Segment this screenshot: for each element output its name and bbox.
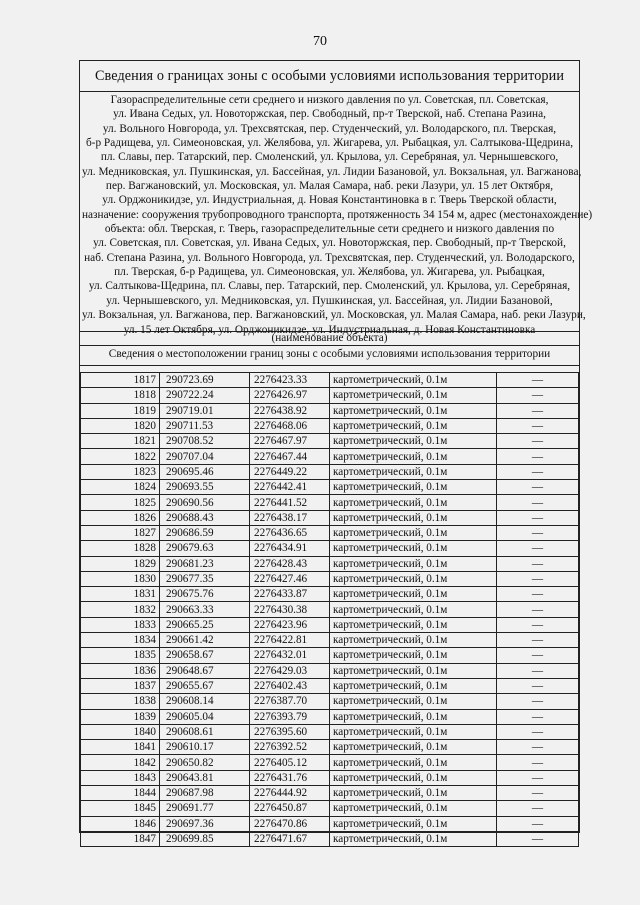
point-number: 1827 [81,525,160,540]
coord-y: 2276432.01 [250,648,330,663]
coord-y: 2276467.44 [250,449,330,464]
coord-x: 290610.17 [160,740,250,755]
method-accuracy: картометрический, 0.1м [330,418,497,433]
coord-x: 290655.67 [160,678,250,693]
table-row [81,434,579,449]
point-number: 1828 [81,541,160,556]
table-row [81,740,579,755]
coord-y: 2276438.17 [250,510,330,525]
method-accuracy: картометрический, 0.1м [330,755,497,770]
description-cell: — [497,434,579,449]
description-line: пл. Славы, пер. Татарский, пер. Смоленский, ул. Крылова, ул. Серебряная, ул. Чернышевского, [100,151,559,164]
point-number: 1818 [81,388,160,403]
object-name-label: (наименование объекта) [80,332,579,346]
description-cell: — [497,724,579,739]
method-accuracy: картометрический, 0.1м [330,602,497,617]
coord-x: 290691.77 [160,801,250,816]
coord-y: 2276429.03 [250,663,330,678]
coord-y: 2276405.12 [250,755,330,770]
description-line: Газораспределительные сети среднего и низкого давления по ул. Советская, пл. Советская, [110,94,549,106]
point-number: 1842 [81,755,160,770]
point-number: 1837 [81,678,160,693]
description-line: ул. Советская, пл. Советская, ул. Ивана Седых, ул. Новоторжская, пер. Свободный, пр-т Тверской, [93,237,566,250]
method-accuracy: картометрический, 0.1м [330,648,497,663]
description-line: назначение: сооружения трубопроводного транспорта, протяженность 34 154 м, адрес (местонахождение) [82,208,593,221]
coord-x: 290686.59 [160,525,250,540]
document-frame [79,60,593,846]
method-accuracy: картометрический, 0.1м [330,663,497,678]
table-row [81,663,579,678]
coord-x: 290658.67 [160,648,250,663]
section-label: Сведения о местоположении границ зоны с особыми условиями использования территории [80,346,579,366]
description-line: пер. Вагжановский, ул. Московская, ул. Малая Самара, наб. реки Лазури, ул. 15 лет Октября, [105,180,554,193]
method-accuracy: картометрический, 0.1м [330,403,497,418]
point-number: 1844 [81,786,160,801]
method-accuracy: картометрический, 0.1м [330,495,497,510]
method-accuracy: картометрический, 0.1м [330,480,497,495]
description-line: пл. Тверская, б-р Радищева, ул. Симеоновская, ул. Желябова, ул. Жигарева, ул. Рыбацкая, [114,266,545,279]
coord-y: 2276468.06 [250,418,330,433]
point-number: 1823 [81,464,160,479]
method-accuracy: картометрический, 0.1м [330,633,497,648]
coord-y: 2276444.92 [250,786,330,801]
description-cell: — [497,587,579,602]
coord-y: 2276434.91 [250,541,330,556]
description-line: ул. Орджоникидзе, ул. Индустриальная, д. Новая Константиновка в г. Тверь Тверской области, [102,194,557,207]
description-line: наб. Степана Разина, ул. Вольного Новгорода, ул. Трехсвятская, пер. Студенческий, ул. Володарского, [84,251,575,264]
point-number: 1839 [81,709,160,724]
coord-y: 2276423.96 [250,617,330,632]
coord-y: 2276438.92 [250,403,330,418]
description-line: ул. Ивана Седых, ул. Новоторжская, пер. Свободный, пр-т Тверской, наб. Степана Разина, [113,108,546,121]
point-number: 1819 [81,403,160,418]
point-number: 1846 [81,816,160,831]
description-cell: — [497,740,579,755]
coord-y: 2276387.70 [250,694,330,709]
table-row [81,678,579,693]
coord-y: 2276471.67 [250,831,330,846]
coord-y: 2276449.22 [250,464,330,479]
point-number: 1820 [81,418,160,433]
point-number: 1843 [81,770,160,785]
point-number: 1825 [81,495,160,510]
table-row [81,648,579,663]
description-cell: — [497,663,579,678]
coord-x: 290695.46 [160,464,250,479]
table-row [81,816,579,831]
coord-x: 290675.76 [160,587,250,602]
point-number: 1824 [81,480,160,495]
method-accuracy: картометрический, 0.1м [330,617,497,632]
method-accuracy: картометрический, 0.1м [330,724,497,739]
coord-y: 2276470.86 [250,816,330,831]
coord-x: 290661.42 [160,633,250,648]
description-cell: — [497,418,579,433]
description-line: ул. Вокзальная, ул. Вагжанова, пер. Вагжановский, ул. Московская, ул. Малая Самара, наб. реки Лазури, [82,309,586,322]
description-line: ул. 15 лет Октября, ул. Орджоникидзе, ул. Индустриальная, д. Новая Константиновка [123,323,536,336]
coord-x: 290722.24 [160,388,250,403]
point-number: 1840 [81,724,160,739]
coord-x: 290677.35 [160,571,250,586]
table-row [81,694,579,709]
table-row [81,801,579,816]
description-line: б-р Радищева, ул. Симеоновская, ул. Желябова, ул. Жигарева, ул. Рыбацкая, ул. Салтыкова-Щедрина, [85,137,574,150]
point-number: 1835 [81,648,160,663]
point-number: 1832 [81,602,160,617]
method-accuracy: картометрический, 0.1м [330,801,497,816]
coord-x: 290699.85 [160,831,250,846]
table-row [81,403,579,418]
coord-y: 2276467.97 [250,434,330,449]
point-number: 1836 [81,663,160,678]
description-cell: — [497,541,579,556]
point-number: 1847 [81,831,160,846]
table-row [81,709,579,724]
coord-x: 290643.81 [160,770,250,785]
method-accuracy: картометрический, 0.1м [330,434,497,449]
description-cell: — [497,556,579,571]
table-row [81,449,579,464]
description-cell: — [497,571,579,586]
method-accuracy: картометрический, 0.1м [330,786,497,801]
description-cell: — [497,694,579,709]
description-line: ул. Чернышевского, ул. Медниковская, ул. Пушкинская, ул. Бассейная, ул. Лидии Базановой, [106,294,553,307]
method-accuracy: картометрический, 0.1м [330,587,497,602]
table-row [81,770,579,785]
description-cell: — [497,373,579,388]
description-cell: — [497,449,579,464]
description-cell: — [497,816,579,831]
description-cell: — [497,831,579,846]
description-line: объекта: обл. Тверская, г. Тверь, газораспределительные сети среднего и низкого давления по [104,223,555,236]
table-row [81,617,579,632]
coord-x: 290681.23 [160,556,250,571]
coord-x: 290605.04 [160,709,250,724]
table-row [81,724,579,739]
description-cell: — [497,709,579,724]
coord-x: 290693.55 [160,480,250,495]
table-row [81,418,579,433]
coord-y: 2276422.81 [250,633,330,648]
table-row [81,464,579,479]
point-number: 1831 [81,587,160,602]
description-cell: — [497,755,579,770]
method-accuracy: картометрический, 0.1м [330,740,497,755]
description-cell: — [497,633,579,648]
method-accuracy: картометрический, 0.1м [330,831,497,846]
description-cell: — [497,403,579,418]
coord-x: 290711.53 [160,418,250,433]
table-row [81,755,579,770]
description-cell: — [497,786,579,801]
coord-y: 2276436.65 [250,525,330,540]
point-number: 1822 [81,449,160,464]
table-row [81,480,579,495]
description-cell: — [497,801,579,816]
description-cell: — [497,648,579,663]
table-row [81,495,579,510]
description-cell: — [497,464,579,479]
table-row [81,373,579,388]
coord-x: 290679.63 [160,541,250,556]
description-cell: — [497,480,579,495]
coord-y: 2276402.43 [250,678,330,693]
coord-x: 290708.52 [160,434,250,449]
table-row [81,633,579,648]
point-number: 1817 [81,373,160,388]
table-row [81,786,579,801]
description-line: ул. Вольного Новгорода, ул. Трехсвятская, пер. Студенческий, ул. Володарского, пл. Тверская, [102,122,557,135]
table-row [81,510,579,525]
method-accuracy: картометрический, 0.1м [330,464,497,479]
description-cell: — [497,678,579,693]
coord-x: 290608.14 [160,694,250,709]
coord-x: 290665.25 [160,617,250,632]
table-row [81,525,579,540]
coord-x: 290663.33 [160,602,250,617]
method-accuracy: картометрический, 0.1м [330,709,497,724]
coord-y: 2276427.46 [250,571,330,586]
description-line: ул. Салтыкова-Щедрина, пл. Славы, пер. Татарский, пер. Смоленский, ул. Крылова, ул. Серебряная, [88,280,571,293]
point-number: 1845 [81,801,160,816]
description-cell: — [497,602,579,617]
method-accuracy: картометрический, 0.1м [330,571,497,586]
coord-x: 290719.01 [160,403,250,418]
coord-y: 2276441.52 [250,495,330,510]
coord-y: 2276433.87 [250,587,330,602]
point-number: 1830 [81,571,160,586]
table-row [81,587,579,602]
description-cell: — [497,525,579,540]
coord-x: 290688.43 [160,510,250,525]
point-number: 1821 [81,434,160,449]
point-number: 1841 [81,740,160,755]
table-row [81,602,579,617]
coord-x: 290648.67 [160,663,250,678]
method-accuracy: картометрический, 0.1м [330,694,497,709]
method-accuracy: картометрический, 0.1м [330,556,497,571]
description-cell: — [497,495,579,510]
method-accuracy: картометрический, 0.1м [330,678,497,693]
coord-y: 2276423.33 [250,373,330,388]
coord-y: 2276426.97 [250,388,330,403]
description-cell: — [497,510,579,525]
point-number: 1826 [81,510,160,525]
coord-y: 2276393.79 [250,709,330,724]
coord-x: 290650.82 [160,755,250,770]
method-accuracy: картометрический, 0.1м [330,388,497,403]
description-line: ул. Медниковская, ул. Пушкинская, ул. Бассейная, ул. Лидии Базановой, ул. Вокзальная, ул. Вагжанова, [82,165,582,178]
table-row [81,388,579,403]
point-number: 1838 [81,694,160,709]
coord-x: 290723.69 [160,373,250,388]
coord-y: 2276442.41 [250,480,330,495]
coord-x: 290608.61 [160,724,250,739]
method-accuracy: картометрический, 0.1м [330,373,497,388]
coord-y: 2276450.87 [250,801,330,816]
coord-x: 290687.98 [160,786,250,801]
coord-y: 2276428.43 [250,556,330,571]
coord-x: 290697.36 [160,816,250,831]
coord-y: 2276431.76 [250,770,330,785]
page-number: 70 [313,34,327,49]
description-cell: — [497,617,579,632]
point-number: 1834 [81,633,160,648]
description-cell: — [497,388,579,403]
table-row [81,831,579,846]
description-cell: — [497,770,579,785]
coordinates-table [80,372,579,847]
table-row [81,571,579,586]
method-accuracy: картометрический, 0.1м [330,449,497,464]
point-number: 1829 [81,556,160,571]
method-accuracy: картометрический, 0.1м [330,541,497,556]
table-row [81,541,579,556]
coord-x: 290690.56 [160,495,250,510]
method-accuracy: картометрический, 0.1м [330,525,497,540]
table-row [81,556,579,571]
coord-x: 290707.04 [160,449,250,464]
coord-y: 2276430.38 [250,602,330,617]
document-title: Сведения о границах зоны с особыми условиями использования территории [80,61,579,92]
point-number: 1833 [81,617,160,632]
coord-y: 2276395.60 [250,724,330,739]
object-description [80,92,593,336]
method-accuracy: картометрический, 0.1м [330,770,497,785]
method-accuracy: картометрический, 0.1м [330,816,497,831]
method-accuracy: картометрический, 0.1м [330,510,497,525]
coord-y: 2276392.52 [250,740,330,755]
